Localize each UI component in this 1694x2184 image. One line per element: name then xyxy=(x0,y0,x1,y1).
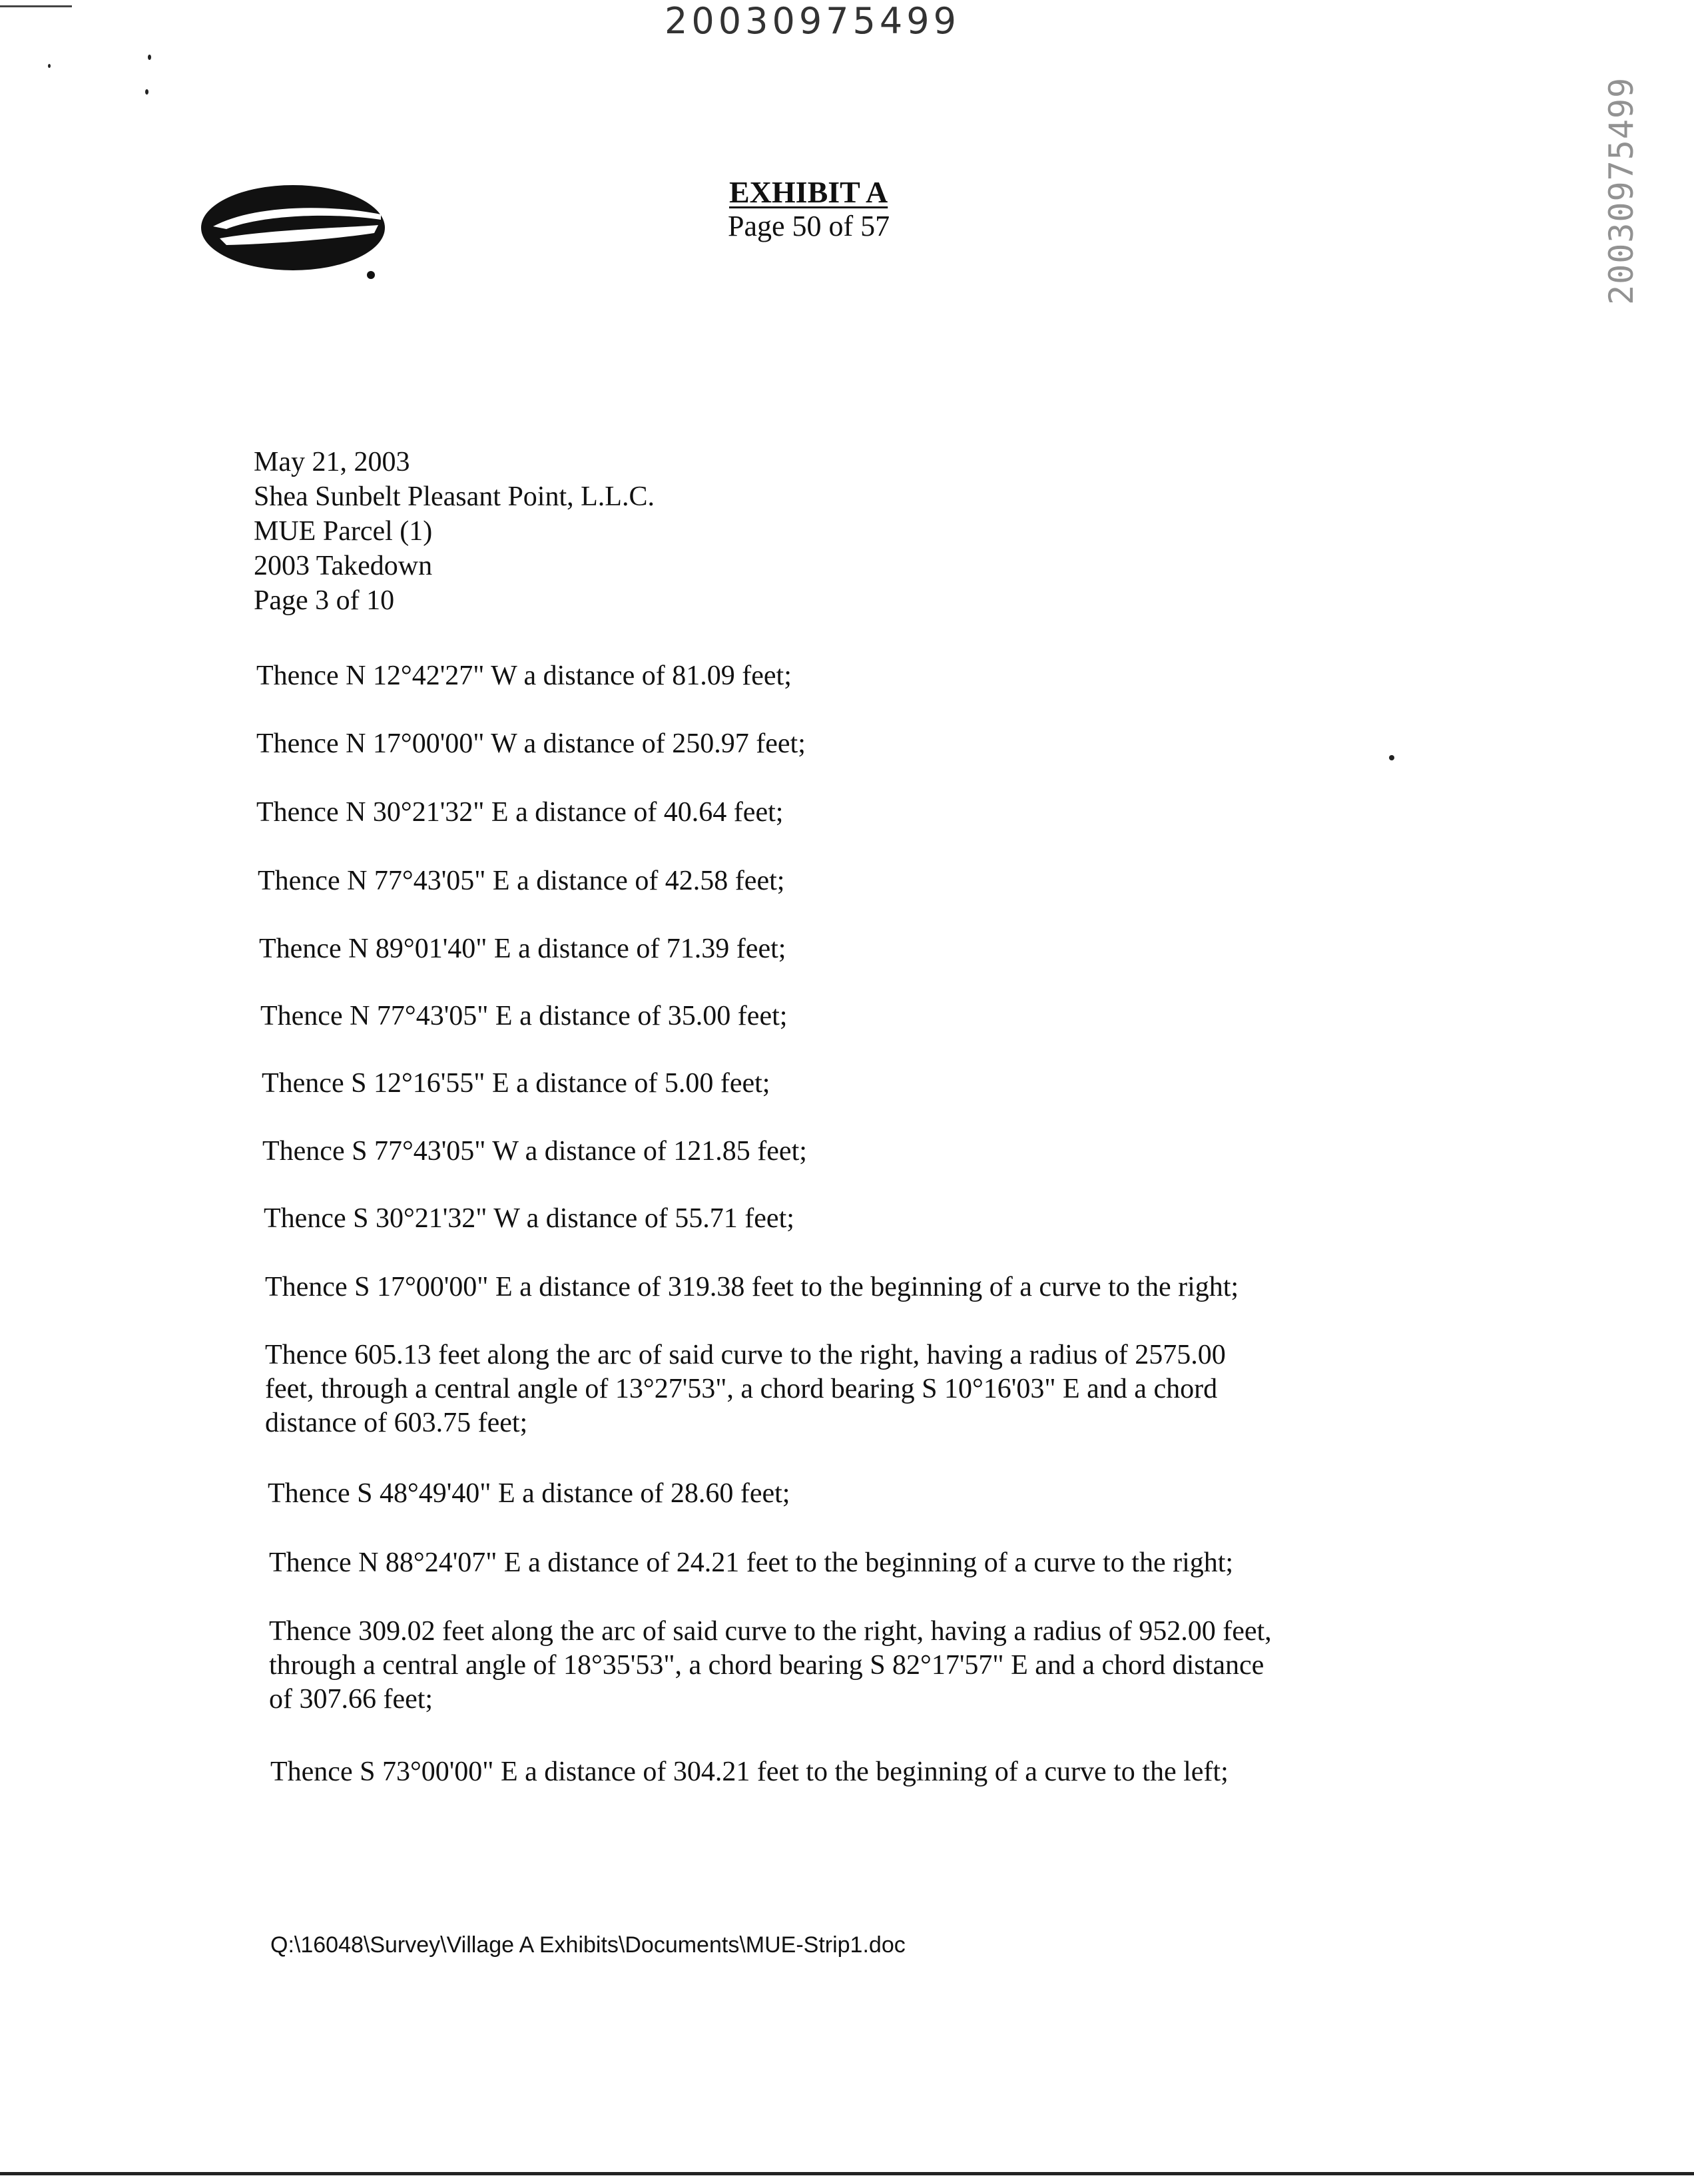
course-paragraph xyxy=(268,1477,790,1511)
course-paragraph xyxy=(256,727,806,761)
scan-speck xyxy=(148,55,151,60)
course-line: Thence N 89°01'40" E a distance of 71.39 feet; xyxy=(259,934,786,964)
course-paragraph xyxy=(265,1270,1239,1304)
course-line: Thence S 73°00'00" E a distance of 304.21 feet to the beginning of a curve to the left; xyxy=(270,1757,1229,1787)
exhibit-title: EXHIBIT A xyxy=(729,175,888,209)
course-paragraph xyxy=(269,1615,1272,1717)
course-line: Thence 309.02 feet along the arc of said curve to the right, having a radius of 952.00 feet, xyxy=(269,1616,1272,1647)
company-logo xyxy=(200,180,400,286)
course-line: Thence 605.13 feet along the arc of said curve to the right, having a radius of 2575.00 xyxy=(265,1340,1226,1370)
course-line: feet, through a central angle of 13°27'53", a chord bearing S 10°16'03" E and a chord xyxy=(265,1374,1218,1404)
header-page: Page 3 of 10 xyxy=(254,585,395,616)
course-line: Thence N 30°21'32" E a distance of 40.64 feet; xyxy=(256,797,784,828)
course-line: Thence S 30°21'32" W a distance of 55.71 feet; xyxy=(264,1203,794,1234)
exhibit-page-number: Page 50 of 57 xyxy=(728,210,890,242)
course-line: Thence S 17°00'00" E a distance of 319.38 feet to the beginning of a curve to the right; xyxy=(265,1272,1239,1302)
course-paragraph xyxy=(265,1338,1226,1440)
course-line: of 307.66 feet; xyxy=(269,1684,433,1715)
footer-file-path: Q:\16048\Survey\Village A Exhibits\Documents\MUE-Strip1.doc xyxy=(270,1932,906,1958)
scan-speck xyxy=(1389,755,1394,760)
course-line: Thence S 12°16'55" E a distance of 5.00 feet; xyxy=(262,1068,770,1099)
course-paragraph xyxy=(256,796,783,830)
course-line: Thence N 88°24'07" E a distance of 24.21 feet to the beginning of a curve to the right; xyxy=(269,1547,1234,1578)
recording-stamp: 20030975499 xyxy=(1602,77,1641,305)
course-paragraph xyxy=(264,1202,794,1236)
header-takedown: 2003 Takedown xyxy=(254,551,433,581)
scan-speck xyxy=(48,64,51,68)
course-line: Thence S 48°49'40" E a distance of 28.60 feet; xyxy=(268,1478,790,1509)
header-date: May 21, 2003 xyxy=(254,447,410,477)
header-parcel: MUE Parcel (1) xyxy=(254,516,433,547)
header-company: Shea Sunbelt Pleasant Point, L.L.C. xyxy=(254,481,655,512)
document-number: 20030975499 xyxy=(665,0,960,42)
course-paragraph xyxy=(262,1135,807,1169)
course-line: Thence N 12°42'27" W a distance of 81.09 feet; xyxy=(256,661,792,691)
course-paragraph xyxy=(258,864,784,898)
course-paragraph xyxy=(256,659,792,693)
course-line: Thence S 77°43'05" W a distance of 121.85 feet; xyxy=(262,1136,807,1167)
course-line: distance of 603.75 feet; xyxy=(265,1408,528,1438)
course-paragraph xyxy=(270,1755,1229,1789)
course-paragraph xyxy=(259,932,786,966)
course-paragraph xyxy=(260,999,787,1033)
scan-speck xyxy=(145,89,148,95)
bottom-rule xyxy=(0,2172,1694,2175)
course-paragraph xyxy=(262,1067,770,1101)
letter-header xyxy=(254,445,655,618)
course-paragraph xyxy=(269,1546,1233,1580)
course-line: Thence N 77°43'05" E a distance of 35.00 feet; xyxy=(260,1001,788,1031)
course-line: through a central angle of 18°35'53", a chord bearing S 82°17'57" E and a chord distance xyxy=(269,1650,1265,1681)
course-line: Thence N 77°43'05" E a distance of 42.58 feet; xyxy=(258,866,785,896)
course-line: Thence N 17°00'00" W a distance of 250.97 feet; xyxy=(256,728,806,759)
